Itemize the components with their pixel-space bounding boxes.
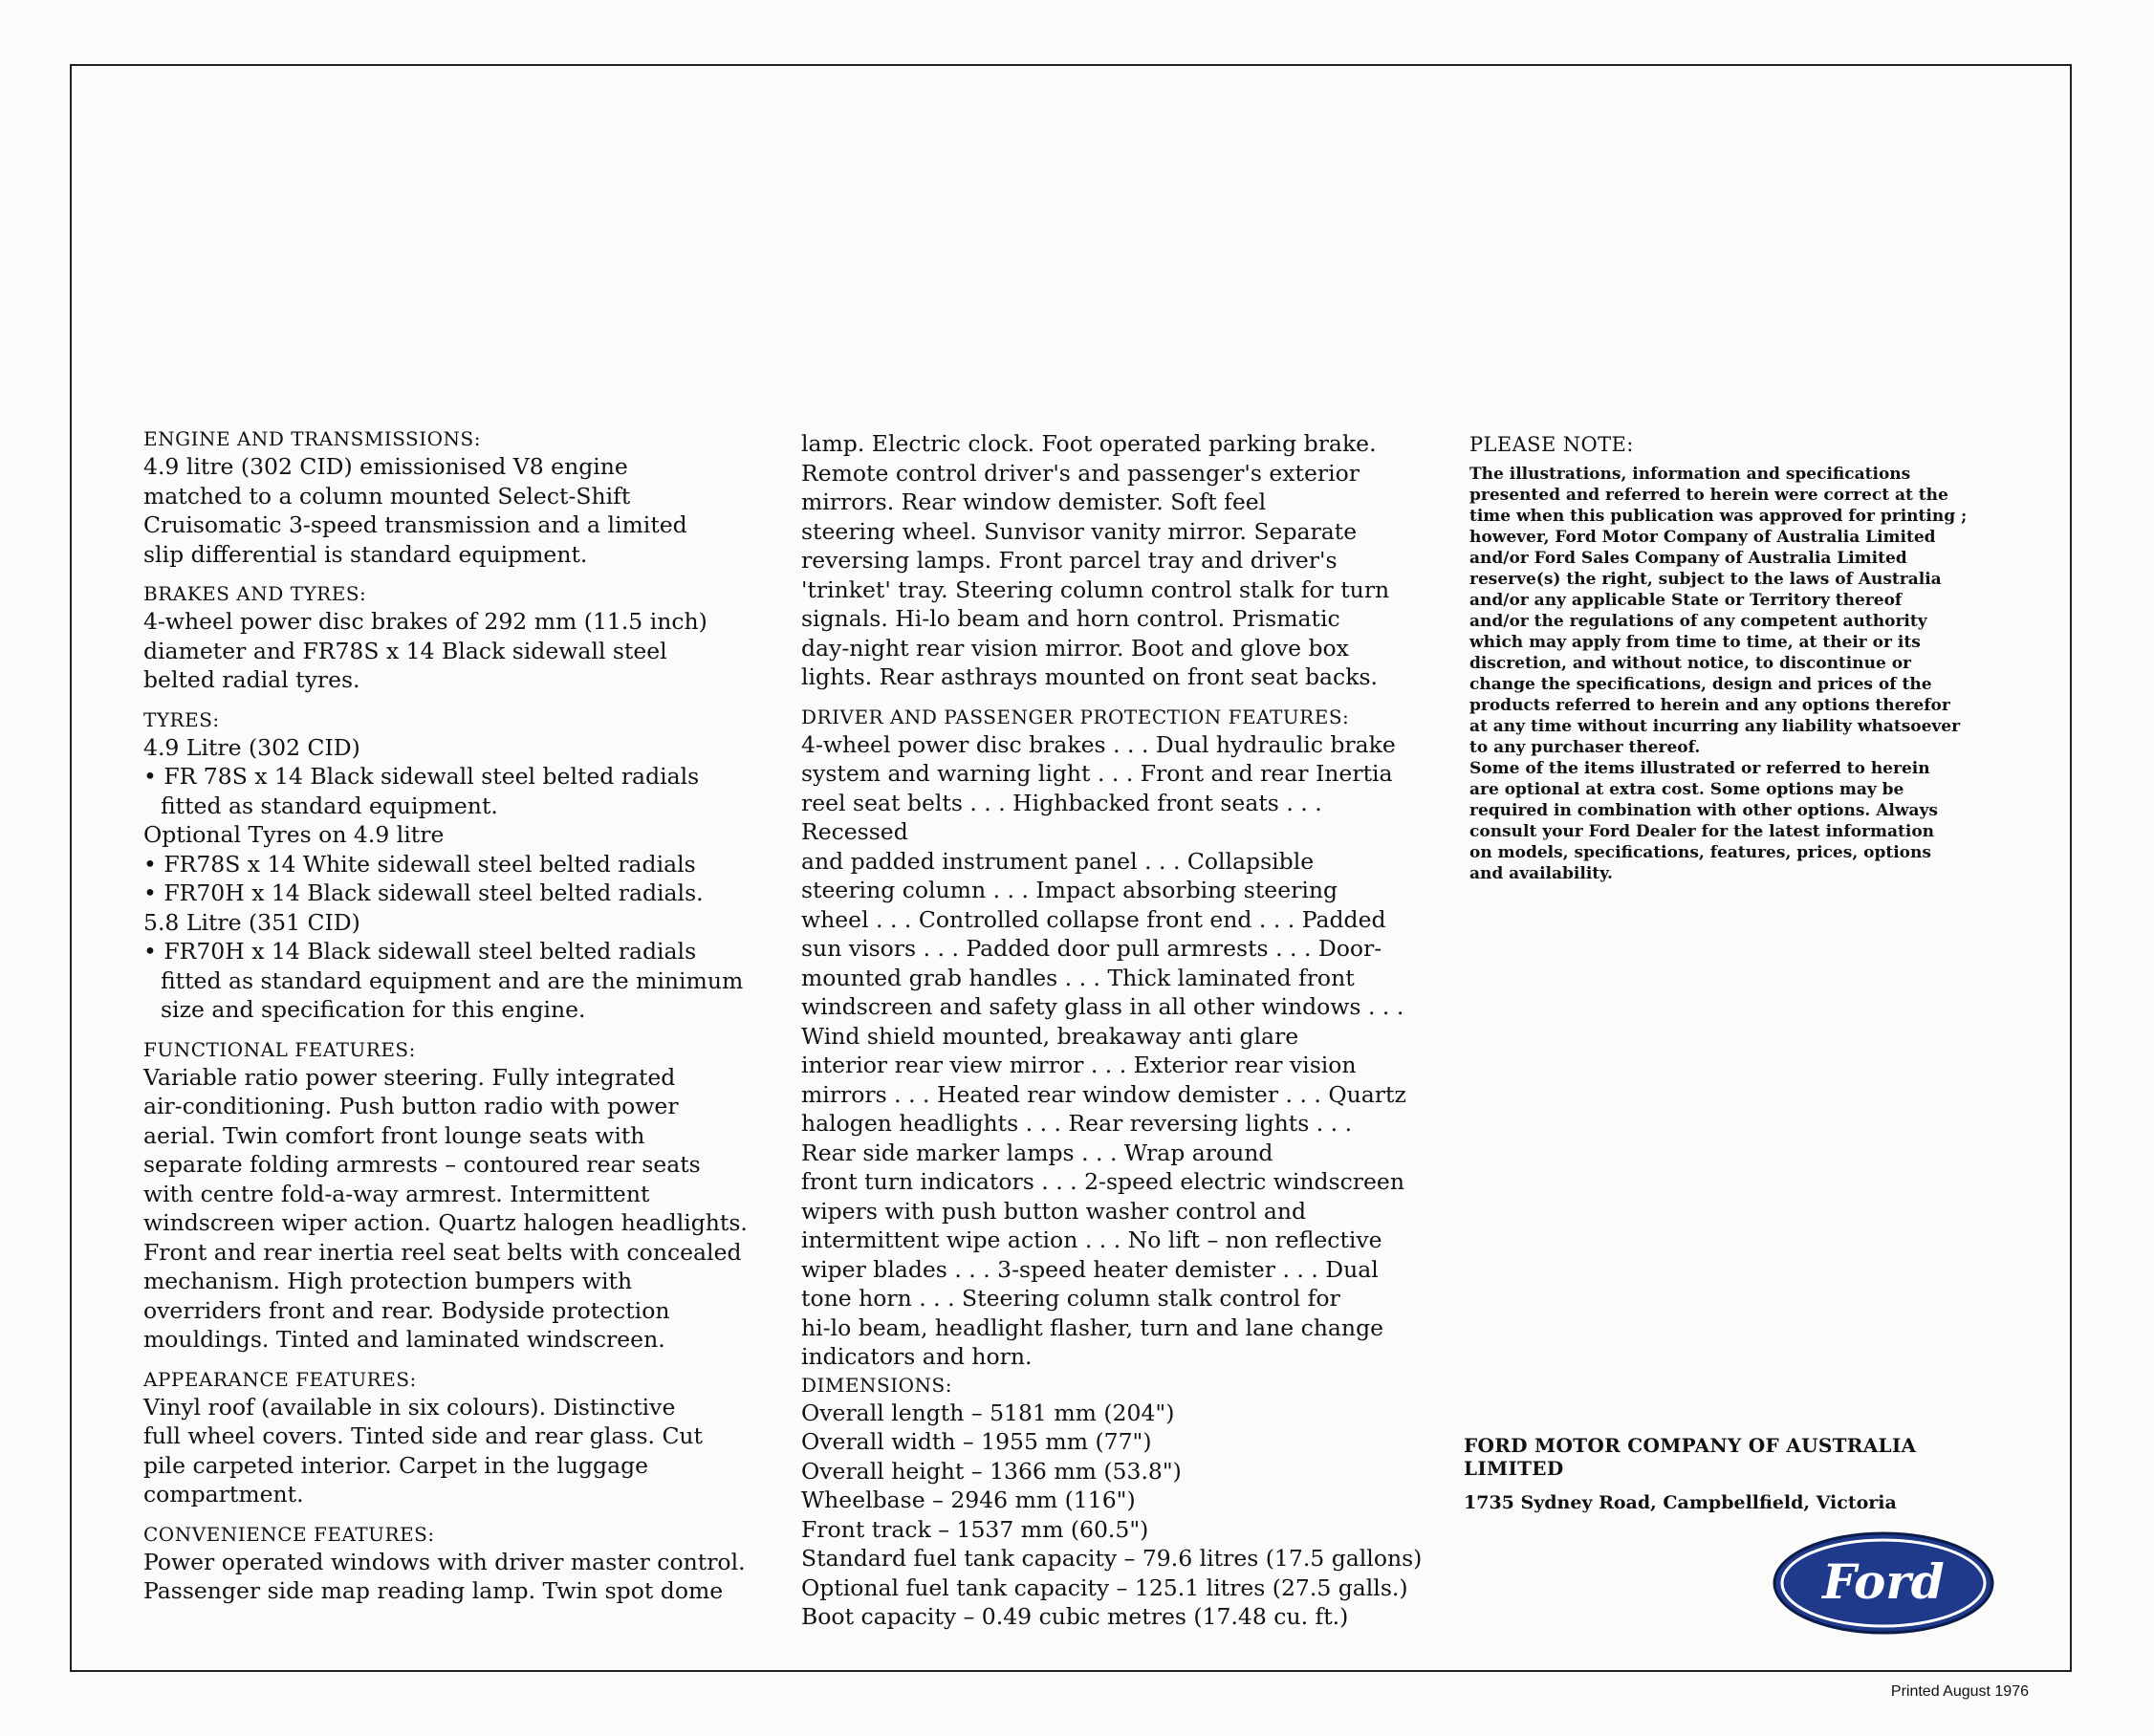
tyres-line: • FR70H x 14 Black sidewall steel belted radials.: [143, 879, 704, 906]
convenience-line: steering wheel. Sunvisor vanity mirror. Separate: [801, 517, 1358, 545]
protection-line: windscreen and safety glass in all other windows . . .: [801, 993, 1404, 1020]
protection-line: wiper blades . . . 3-speed heater demister . . . Dual: [801, 1255, 1379, 1283]
ford-logo-icon: [1771, 1530, 1996, 1637]
convenience-heading: CONVENIENCE FEATURES:: [143, 1522, 435, 1546]
brakes-line: 4-wheel power disc brakes of 292 mm (11.5 inch): [143, 608, 707, 635]
tyres-line: • FR78S x 14 White sidewall steel belted radials: [143, 850, 696, 878]
appearance-line: compartment.: [143, 1481, 304, 1508]
convenience-line: 'trinket' tray. Steering column control stalk for turn: [801, 575, 1390, 603]
convenience-line: mirrors. Rear window demister. Soft feel: [801, 488, 1267, 515]
dimensions-text: [801, 1399, 1423, 1632]
note-line: and/or Ford Sales Company of Australia Limited: [1469, 549, 1907, 568]
convenience-line: lamp. Electric clock. Foot operated parking brake.: [801, 430, 1377, 457]
protection-heading: DRIVER AND PASSENGER PROTECTION FEATURES:: [801, 705, 1350, 728]
note-line: time when this publication was approved for printing ;: [1469, 507, 1968, 526]
ford-logo-text: Ford: [1822, 1553, 1945, 1610]
protection-line: Rear side marker lamps . . . Wrap around: [801, 1139, 1273, 1166]
tyres-line: fitted as standard equipment and are the minimum: [161, 966, 744, 994]
engine-line: 4.9 litre (302 CID) emissionised V8 engine: [143, 453, 628, 480]
functional-line: aerial. Twin comfort front lounge seats with: [143, 1121, 645, 1149]
note-line: however, Ford Motor Company of Australia Limited: [1469, 528, 1936, 547]
appearance-line: pile carpeted interior. Carpet in the luggage: [143, 1451, 649, 1479]
protection-line: mirrors . . . Heated rear window demister . . . Quartz: [801, 1080, 1406, 1108]
dimensions-line: Overall length – 5181 mm (204"): [801, 1399, 1175, 1426]
column-right: [1469, 431, 2005, 884]
company-line: LIMITED: [1464, 1457, 1564, 1480]
brakes-line: diameter and FR78S x 14 Black sidewall steel: [143, 637, 667, 664]
protection-line: and padded instrument panel . . . Collapsible: [801, 847, 1315, 875]
note-line: required in combination with other options. Always: [1469, 801, 1938, 820]
appearance-line: Vinyl roof (available in six colours). Distinctive: [143, 1393, 676, 1421]
dimensions-line: Boot capacity – 0.49 cubic metres (17.48 cu. ft.): [801, 1603, 1349, 1630]
protection-line: indicators and horn.: [801, 1343, 1033, 1370]
convenience-line: lights. Rear asthrays mounted on front seat backs.: [801, 663, 1378, 690]
engine-text: [143, 452, 765, 569]
printed-date: Printed August 1976: [1890, 1683, 2029, 1700]
note-line: and/or the regulations of any competent authority: [1469, 612, 1927, 631]
protection-line: steering column . . . Impact absorbing steering: [801, 877, 1338, 903]
tyres-heading: TYRES:: [143, 707, 220, 731]
functional-line: windscreen wiper action. Quartz halogen headlights.: [143, 1209, 748, 1236]
functional-heading: FUNCTIONAL FEATURES:: [143, 1037, 416, 1061]
note-line: change the specifications, design and prices of the: [1469, 675, 1932, 694]
convenience-line: Remote control driver's and passenger's exterior: [801, 459, 1360, 487]
protection-line: front turn indicators . . . 2-speed electric windscreen: [801, 1168, 1404, 1195]
functional-line: Variable ratio power steering. Fully integrated: [143, 1063, 676, 1091]
protection-line: system and warning light . . . Front and rear Inertia: [801, 760, 1393, 787]
note-line: on models, specifications, features, prices, options: [1469, 843, 1931, 862]
brakes-text: [143, 607, 765, 695]
note-line: discretion, and without notice, to discontinue or: [1469, 654, 1911, 673]
dimensions-heading: DIMENSIONS:: [801, 1373, 952, 1397]
tyres-line: Optional Tyres on 4.9 litre: [143, 821, 445, 848]
convenience-line: Passenger side map reading lamp. Twin spot dome: [143, 1577, 724, 1604]
brakes-heading: BRAKES AND TYRES:: [143, 582, 367, 605]
protection-line: wheel . . . Controlled collapse front end . . . Padded: [801, 905, 1386, 933]
convenience-line: Power operated windows with driver master control.: [143, 1548, 746, 1575]
functional-line: Front and rear inertia reel seat belts with concealed: [143, 1238, 742, 1266]
note-line: to any purchaser thereof.: [1469, 738, 1701, 757]
company-line: FORD MOTOR COMPANY OF AUSTRALIA: [1464, 1434, 1917, 1457]
brakes-line: belted radial tyres.: [143, 666, 360, 693]
engine-heading: ENGINE AND TRANSMISSIONS:: [143, 427, 481, 450]
note-line: Some of the items illustrated or referred to herein: [1469, 759, 1930, 778]
appearance-line: full wheel covers. Tinted side and rear glass. Cut: [143, 1422, 703, 1449]
note-line: at any time without incurring any liability whatsoever: [1469, 717, 1961, 736]
functional-text: [143, 1063, 765, 1355]
note-line: and/or any applicable State or Territory thereof: [1469, 591, 1903, 610]
note-line: consult your Ford Dealer for the latest information: [1469, 822, 1935, 841]
tyres-line: 4.9 Litre (302 CID): [143, 733, 360, 761]
engine-line: matched to a column mounted Select-Shift: [143, 482, 631, 510]
protection-line: halogen headlights . . . Rear reversing lights . . .: [801, 1110, 1353, 1137]
tyres-line: • FR 78S x 14 Black sidewall steel belted radials: [143, 763, 700, 790]
note-line: presented and referred to herein were correct at the: [1469, 486, 1948, 505]
appearance-text: [143, 1393, 765, 1509]
protection-line: Wind shield mounted, breakaway anti glare: [801, 1022, 1299, 1050]
protection-line: wipers with push button washer control and: [801, 1197, 1307, 1225]
note-line: are optional at extra cost. Some options may be: [1469, 780, 1904, 799]
dimensions-line: Optional fuel tank capacity – 125.1 litres (27.5 galls.): [801, 1573, 1408, 1601]
functional-line: separate folding armrests – contoured rear seats: [143, 1151, 701, 1178]
dimensions-line: Wheelbase – 2946 mm (116"): [801, 1486, 1136, 1513]
note-line: which may apply from time to time, at their or its: [1469, 633, 1921, 652]
protection-line: sun visors . . . Padded door pull armrests . . . Door-: [801, 935, 1382, 962]
company-address: 1735 Sydney Road, Campbellfield, Victoria: [1464, 1492, 1897, 1513]
functional-line: mechanism. High protection bumpers with: [143, 1268, 633, 1294]
functional-line: overriders front and rear. Bodyside protection: [143, 1296, 670, 1324]
tyres-line: size and specification for this engine.: [161, 996, 586, 1023]
dimensions-line: Overall width – 1955 mm (77"): [801, 1428, 1152, 1455]
tyres-line: • FR70H x 14 Black sidewall steel belted radials: [143, 938, 697, 965]
protection-line: reel seat belts . . . Highbacked front seats . . . Recessed: [801, 789, 1322, 845]
note-line: reserve(s) the right, subject to the laws of Australia: [1469, 570, 1942, 589]
convenience-line: day-night rear vision mirror. Boot and glove box: [801, 634, 1349, 662]
tyres-line: fitted as standard equipment.: [161, 792, 498, 819]
column-left: [143, 425, 765, 1606]
functional-line: mouldings. Tinted and laminated windscreen.: [143, 1326, 665, 1353]
please-note-heading: PLEASE NOTE:: [1469, 433, 1634, 456]
protection-line: 4-wheel power disc brakes . . . Dual hydraulic brake: [801, 730, 1396, 758]
convenience-text: [143, 1548, 765, 1606]
engine-line: slip differential is standard equipment.: [143, 540, 588, 568]
functional-line: air-conditioning. Push button radio with power: [143, 1093, 679, 1119]
protection-line: tone horn . . . Steering column stalk control for: [801, 1285, 1340, 1312]
appearance-heading: APPEARANCE FEATURES:: [143, 1367, 417, 1391]
protection-text: [801, 730, 1423, 1372]
protection-line: hi-lo beam, headlight flasher, turn and lane change: [801, 1313, 1384, 1341]
dimensions-line: Overall height – 1366 mm (53.8"): [801, 1457, 1182, 1485]
dimensions-line: Front track – 1537 mm (60.5"): [801, 1515, 1149, 1543]
column-middle: [801, 429, 1423, 1632]
tyres-line: 5.8 Litre (351 CID): [143, 908, 360, 936]
please-note-text: [1469, 464, 2005, 884]
company-name: [1464, 1434, 1999, 1480]
functional-line: with centre fold-a-way armrest. Intermittent: [143, 1180, 650, 1207]
note-line: and availability.: [1469, 864, 1613, 883]
engine-line: Cruisomatic 3-speed transmission and a limited: [143, 511, 687, 538]
convenience-continued-text: [801, 429, 1423, 692]
protection-line: interior rear view mirror . . . Exterior rear vision: [801, 1052, 1357, 1078]
note-line: The illustrations, information and specifications: [1469, 465, 1911, 484]
tyres-text: [143, 733, 765, 1025]
protection-line: mounted grab handles . . . Thick laminated front: [801, 964, 1355, 991]
convenience-line: signals. Hi-lo beam and horn control. Prismatic: [801, 605, 1340, 632]
convenience-line: reversing lamps. Front parcel tray and driver's: [801, 547, 1338, 574]
note-line: products referred to herein and any options therefor: [1469, 696, 1950, 715]
protection-line: intermittent wipe action . . . No lift – non reflective: [801, 1226, 1382, 1253]
dimensions-line: Standard fuel tank capacity – 79.6 litres (17.5 gallons): [801, 1545, 1423, 1572]
